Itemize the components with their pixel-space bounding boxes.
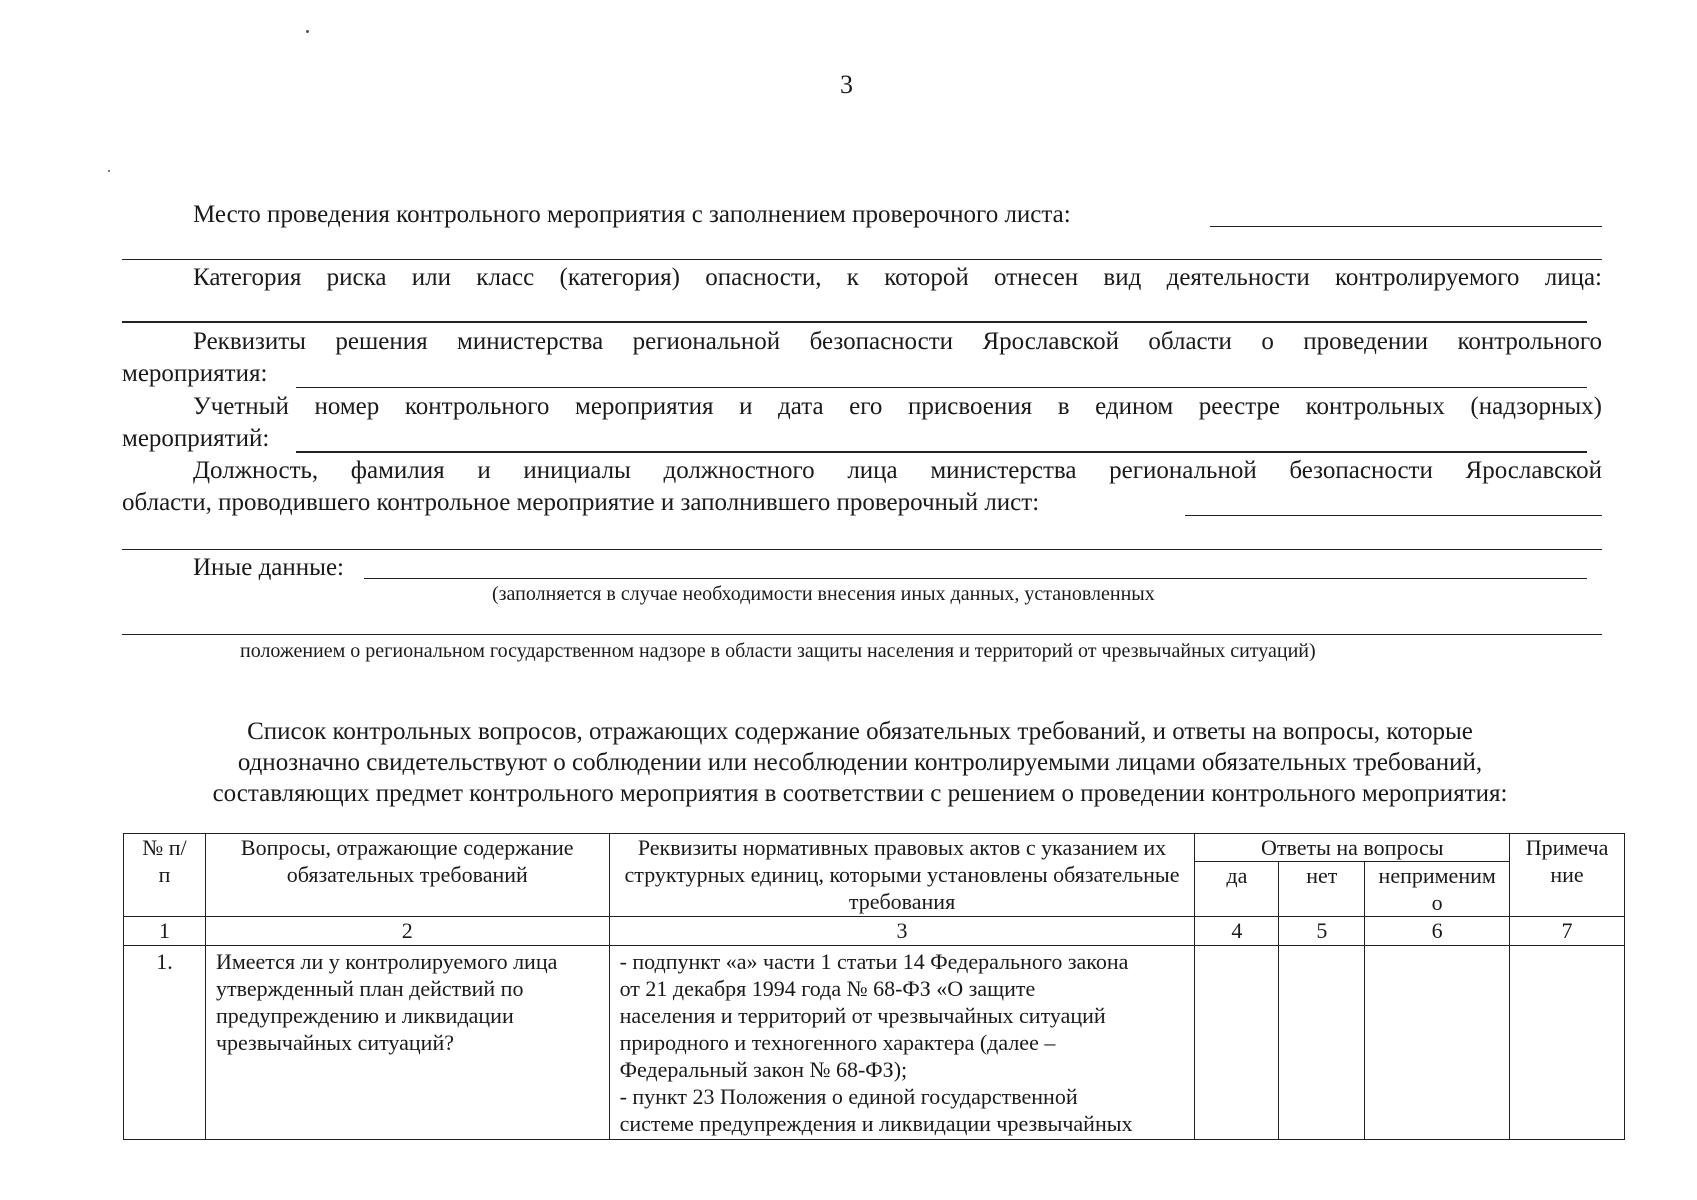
column-number: 7 — [1510, 917, 1625, 946]
table-header-row — [124, 834, 1625, 862]
checklist-title-line3: составляющих предмет контрольного мероприятия в соответствии с решением о проведении контрольного мероприятия: — [212, 780, 1508, 807]
other-data-fill-line-2 — [122, 634, 1602, 635]
header-num: № п/п — [124, 834, 206, 917]
note-cell[interactable] — [1510, 946, 1625, 1140]
row-acts-line: системе предупреждения и ликвидации чрезвычайных — [619, 1111, 1133, 1136]
page-number: 3 — [840, 70, 853, 99]
place-fill-line — [1210, 226, 1602, 227]
scan-speck — [306, 30, 309, 33]
other-data-hint-line2: положением о региональном государственном надзоре в области защиты населения и территорий от чрезвычайных ситуаций) — [240, 640, 1316, 662]
column-numbers-row — [124, 917, 1625, 946]
place-fill-line-2 — [122, 259, 1602, 260]
header-no: нет — [1279, 862, 1365, 917]
row-acts-line: от 21 декабря 1994 года № 68-ФЗ «О защите — [619, 976, 1036, 1001]
official-fill-line — [1185, 515, 1602, 516]
answer-no-cell[interactable] — [1279, 946, 1365, 1140]
risk-label: Категория риска или класс (категория) опасности, к которой отнесен вид деятельности контролируемого лица: — [193, 264, 1602, 291]
column-number: 1 — [124, 917, 206, 946]
header-question: Вопросы, отражающие содержание обязательных требований — [205, 834, 609, 917]
header-yes: да — [1195, 862, 1279, 917]
official-fill-line-2 — [122, 549, 1602, 550]
header-acts: Реквизиты нормативных правовых актов с указанием их структурных единиц, которыми установлены обязательные требования — [609, 834, 1195, 917]
scan-speck — [108, 170, 110, 172]
risk-fill-line — [122, 321, 1587, 323]
column-number: 5 — [1279, 917, 1365, 946]
row-acts-line: природного и техногенного характера (далее – — [619, 1030, 1056, 1055]
checklist-title-line2: однозначно свидетельствуют о соблюдении или несоблюдении контролируемыми лицами обязательных требований, — [237, 749, 1483, 776]
account-label-line2: мероприятий: — [122, 425, 270, 452]
checklist-title-line1: Список контрольных вопросов, отражающих содержание обязательных требований, и ответы на вопросы, которые — [247, 718, 1473, 745]
other-data-hint-line1: (заполняется в случае необходимости внесения иных данных, установленных — [492, 583, 1155, 605]
row-acts — [609, 946, 1195, 1140]
other-data-fill-line — [364, 578, 1587, 579]
row-question: Имеется ли у контролируемого лица утвержденный план действий по предупреждению и ликвидации чрезвычайных ситуаций? — [205, 946, 609, 1140]
decision-label-line1: Реквизиты решения министерства региональной безопасности Ярославской области о проведении контрольного — [193, 328, 1602, 355]
official-label-line1: Должность, фамилия и инициалы должностного лица министерства региональной безопасности Ярославской — [193, 457, 1602, 484]
row-number: 1. — [124, 946, 206, 1140]
header-note: Примечание — [1510, 834, 1625, 917]
row-acts-line: населения и территорий от чрезвычайных ситуаций — [619, 1003, 1106, 1028]
place-label: Место проведения контрольного мероприятия с заполнением проверочного листа: — [193, 201, 1071, 228]
other-data-label: Иные данные: — [193, 554, 344, 581]
row-acts-line: - подпункт «а» части 1 статьи 14 Федерального закона — [619, 949, 1129, 974]
answer-yes-cell[interactable] — [1195, 946, 1279, 1140]
row-acts-line: Федеральный закон № 68-ФЗ); — [619, 1057, 908, 1082]
column-number: 2 — [205, 917, 609, 946]
account-fill-line — [296, 451, 1587, 453]
column-number: 3 — [609, 917, 1195, 946]
decision-fill-line — [296, 387, 1587, 388]
header-answers: Ответы на вопросы — [1195, 834, 1510, 862]
table-row — [124, 946, 1625, 1140]
header-na: неприменимо — [1365, 862, 1510, 917]
official-label-line2: области, проводившего контрольное мероприятие и заполнившего проверочный лист: — [122, 489, 1040, 516]
row-acts-line: - пункт 23 Положения о единой государственной — [619, 1084, 1078, 1109]
checklist-title — [120, 716, 1600, 809]
account-label-line1: Учетный номер контрольного мероприятия и дата его присвоения в едином реестре контрольных (надзорных) — [193, 393, 1602, 420]
column-number: 4 — [1195, 917, 1279, 946]
decision-label-line2: мероприятия: — [122, 360, 268, 387]
answer-na-cell[interactable] — [1365, 946, 1510, 1140]
checklist-table — [123, 833, 1625, 1140]
column-number: 6 — [1365, 917, 1510, 946]
